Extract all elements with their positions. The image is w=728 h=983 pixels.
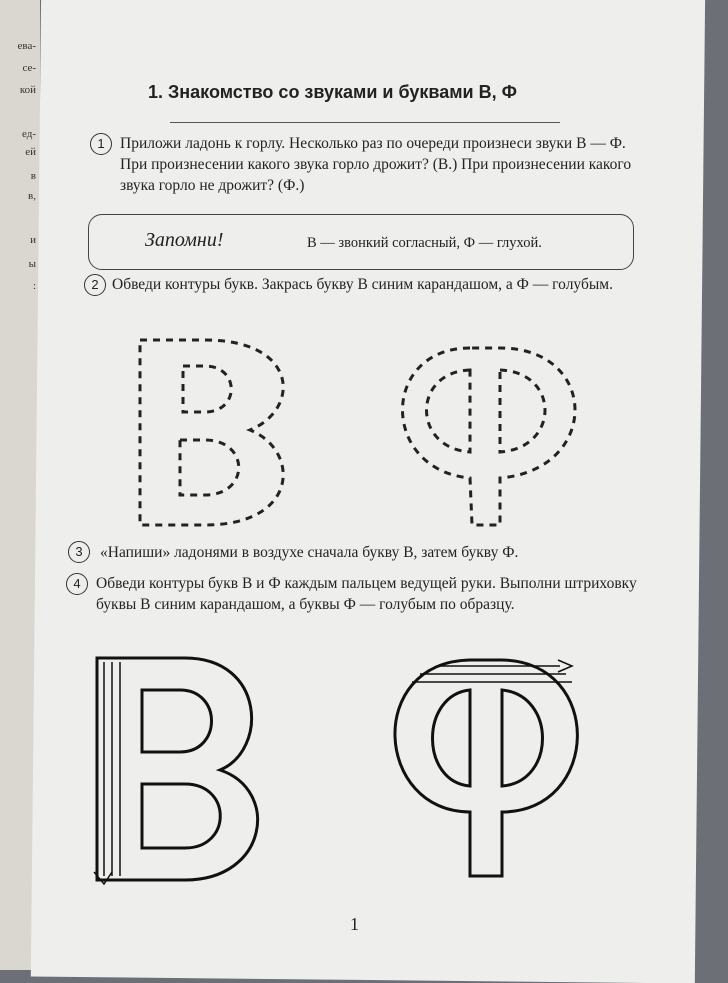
margin-fragment: :: [32, 280, 36, 292]
task-number-3: 3: [68, 541, 90, 563]
margin-fragment: се-: [22, 62, 36, 74]
task-2-text: Обведи контуры букв. Закрась букву В синим карандашом, а Ф — голубым.: [112, 276, 613, 293]
dashed-letter-v: [140, 340, 283, 525]
task-1-text: Приложи ладонь к горлу. Несколько раз по очереди произнеси звуки В — Ф. При произнесении какого звука горло дрожит? (В.) При произнесении какого звука горло не дрожит? (Ф.): [120, 135, 632, 194]
margin-fragment: в,: [28, 190, 36, 202]
task-3-text: «Напиши» ладонями в воздухе сначала букву В, затем букву Ф.: [100, 544, 519, 561]
task-4-text: Обведи контуры букв В и Ф каждым пальцем ведущей руки. Выполни штриховку буквы В синим карандашом, а буквы Ф — голубым по образцу.: [96, 575, 637, 613]
margin-fragment: ей: [25, 146, 36, 158]
margin-fragment: кой: [19, 84, 36, 96]
dashed-letter-f: [403, 348, 576, 525]
margin-fragment: ева-: [17, 40, 36, 52]
v-hatching-sample: [104, 662, 120, 876]
remember-label: Запомни!: [145, 229, 224, 251]
task-number-1: 1: [90, 133, 112, 155]
page-title: 1. Знакомство со звуками и буквами В, Ф: [148, 82, 517, 102]
remember-text: В — звонкий согласный, Ф — глухой.: [307, 235, 542, 251]
task-number-4: 4: [66, 573, 88, 595]
task-number-2: 2: [84, 274, 106, 296]
right-arrow-icon: [558, 660, 572, 672]
margin-fragment: ы: [28, 258, 36, 270]
outline-letter-f: [395, 660, 577, 876]
outline-letter-v: [97, 658, 258, 880]
margin-fragment: в: [30, 170, 36, 182]
margin-fragment: ед-: [22, 128, 36, 140]
page-number: 1: [350, 914, 359, 934]
margin-fragment: и: [30, 234, 36, 246]
